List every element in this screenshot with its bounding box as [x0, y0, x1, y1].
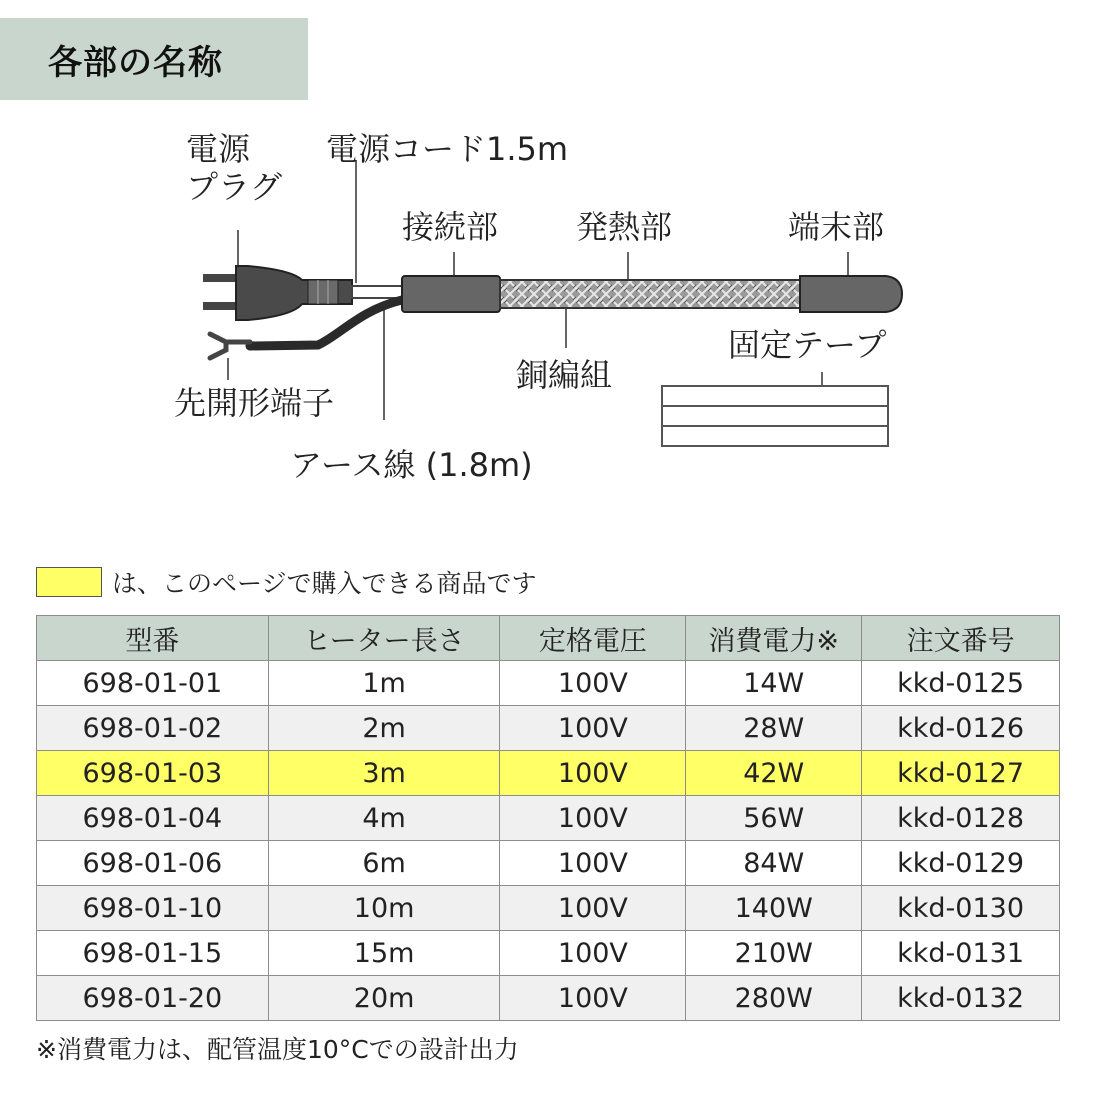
cell-voltage: 100V — [500, 661, 686, 706]
cell-length: 2m — [268, 706, 500, 751]
plug-prong-top — [203, 274, 239, 282]
label-heating-part: 発熱部 — [576, 208, 673, 246]
cell-model: 698-01-01 — [37, 661, 269, 706]
cell-voltage: 100V — [500, 796, 686, 841]
cell-model: 698-01-04 — [37, 796, 269, 841]
cell-length: 4m — [268, 796, 500, 841]
cell-order-number: kkd-0126 — [862, 706, 1060, 751]
cell-power: 210W — [686, 931, 862, 976]
label-earth-wire: アース線 (1.8m) — [290, 446, 533, 484]
header-length: ヒーター長さ — [268, 616, 500, 661]
terminal-end-part — [800, 276, 902, 312]
label-terminal-end: 端末部 — [788, 208, 885, 246]
cell-model: 698-01-03 — [37, 751, 269, 796]
table-row-highlighted — [37, 751, 1060, 796]
parts-diagram — [0, 120, 1100, 500]
cell-power: 42W — [686, 751, 862, 796]
table-header-row — [37, 616, 1060, 661]
heating-part — [500, 280, 800, 308]
header-power: 消費電力※ — [686, 616, 862, 661]
cell-length: 3m — [268, 751, 500, 796]
label-fixing-tape: 固定テープ — [728, 326, 887, 364]
connector-part — [402, 276, 500, 312]
table-row — [37, 976, 1060, 1021]
cell-order-number: kkd-0131 — [862, 931, 1060, 976]
label-copper-braid: 銅編組 — [516, 356, 613, 394]
cell-power: 140W — [686, 886, 862, 931]
cell-model: 698-01-15 — [37, 931, 269, 976]
cell-length: 1m — [268, 661, 500, 706]
legend-text: は、このページで購入できる商品です — [112, 569, 537, 598]
cell-power: 84W — [686, 841, 862, 886]
cell-voltage: 100V — [500, 976, 686, 1021]
table-row — [37, 706, 1060, 751]
header-order-number: 注文番号 — [862, 616, 1060, 661]
cell-order-number: kkd-0129 — [862, 841, 1060, 886]
cell-order-number: kkd-0127 — [862, 751, 1060, 796]
footnote: ※消費電力は、配管温度10°Cでの設計出力 — [36, 1035, 519, 1064]
legend — [36, 565, 537, 599]
cell-power: 14W — [686, 661, 862, 706]
label-power-cord: 電源コード1.5m — [326, 130, 569, 168]
cell-model: 698-01-10 — [37, 886, 269, 931]
fork-terminal — [210, 334, 250, 358]
cell-order-number: kkd-0132 — [862, 976, 1060, 1021]
legend-swatch — [36, 567, 102, 597]
power-cord — [352, 286, 404, 298]
label-connector: 接続部 — [402, 208, 499, 246]
table-row — [37, 886, 1060, 931]
table-row — [37, 841, 1060, 886]
section-title: 各部の名称 — [48, 42, 223, 83]
header-voltage: 定格電圧 — [500, 616, 686, 661]
heater-cable-illustration — [0, 120, 1100, 500]
cell-length: 20m — [268, 976, 500, 1021]
section-header — [0, 18, 308, 100]
cell-model: 698-01-02 — [37, 706, 269, 751]
cell-power: 56W — [686, 796, 862, 841]
header-model: 型番 — [37, 616, 269, 661]
cell-power: 280W — [686, 976, 862, 1021]
cell-model: 698-01-06 — [37, 841, 269, 886]
cell-voltage: 100V — [500, 841, 686, 886]
label-fork-terminal: 先開形端子 — [174, 384, 335, 422]
plug-prong-bottom — [203, 302, 239, 310]
fixing-tape — [662, 386, 888, 446]
table-row — [37, 931, 1060, 976]
table-row — [37, 796, 1060, 841]
cell-length: 15m — [268, 931, 500, 976]
cell-voltage: 100V — [500, 931, 686, 976]
cell-length: 6m — [268, 841, 500, 886]
cell-length: 10m — [268, 886, 500, 931]
cell-voltage: 100V — [500, 886, 686, 931]
cell-voltage: 100V — [500, 751, 686, 796]
cell-model: 698-01-20 — [37, 976, 269, 1021]
table-row — [37, 661, 1060, 706]
label-power-plug: 電源 プラグ — [186, 130, 283, 206]
cell-order-number: kkd-0125 — [862, 661, 1060, 706]
cell-voltage: 100V — [500, 706, 686, 751]
cell-order-number: kkd-0130 — [862, 886, 1060, 931]
cell-order-number: kkd-0128 — [862, 796, 1060, 841]
spec-table — [36, 615, 1060, 1021]
cell-power: 28W — [686, 706, 862, 751]
